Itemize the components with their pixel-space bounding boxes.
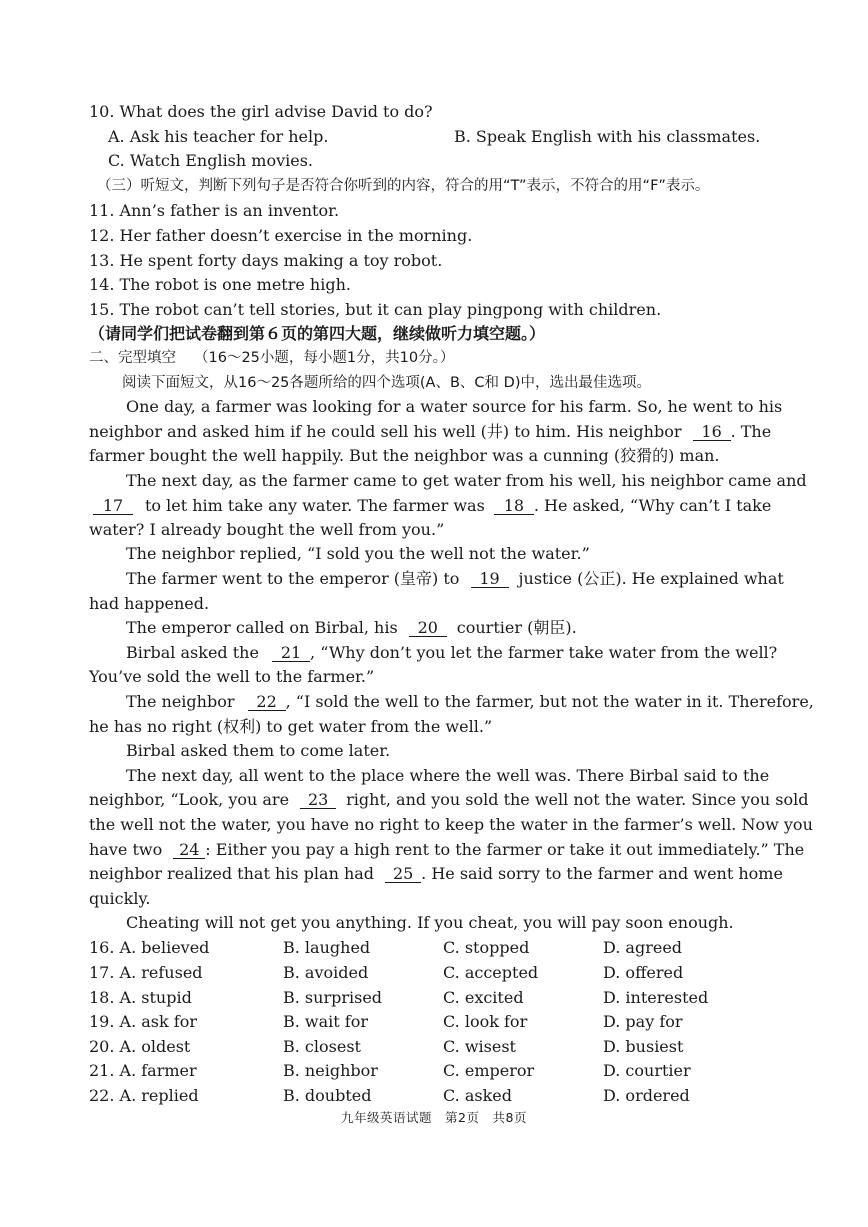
statement-14: 14. The robot is one metre high. (89, 275, 351, 294)
text-run: to let him take any water. The farmer was (145, 496, 485, 515)
passage-p9-line1: The next day, all went to the place where the well was. There Birbal said to the (126, 766, 770, 785)
statement-15: 15. The robot can’t tell stories, but it can play pingpong with children. (89, 300, 662, 319)
passage-p5 (126, 617, 577, 639)
text-run: , “Why don’t you let the farmer take water from the well? (310, 643, 778, 662)
cloze-heading (89, 347, 454, 369)
text-run: The neighbor (126, 692, 235, 711)
option-18-c: C. excited (443, 988, 524, 1007)
blank-21: 21 (272, 644, 310, 662)
q10-option-a: A. Ask his teacher for help. (108, 127, 329, 146)
turn-page-note: （请同学们把试卷翻到第６页的第四大题，继续做听力填空题。） (89, 324, 546, 343)
passage-p8: Birbal asked them to come later. (126, 741, 391, 760)
option-20-a: 20. A. oldest (89, 1037, 191, 1056)
option-18-a: 18. A. stupid (89, 988, 192, 1007)
text-run: courtier (朝臣). (456, 618, 577, 637)
text-run: The emperor called on Birbal, his (126, 618, 398, 637)
passage-p6-line1 (126, 642, 777, 664)
text-run: have two (89, 840, 163, 859)
passage-p6-line2: You’ve sold the well to the farmer.” (89, 667, 375, 686)
option-16-c: C. stopped (443, 938, 530, 957)
option-20-d: D. busiest (603, 1037, 684, 1056)
passage-p9-line6: quickly. (89, 889, 151, 908)
option-20-c: C. wisest (443, 1037, 516, 1056)
option-20-b: B. closest (283, 1037, 361, 1056)
passage-p4-line1 (126, 568, 784, 590)
cloze-heading-detail: （16～25小题，每小题1分，共10分。） (194, 350, 455, 366)
text-run: , “I sold the well to the farmer, but not the water in it. Therefore, (285, 692, 814, 711)
passage-p10: Cheating will not get you anything. If you cheat, you will pay soon enough. (126, 913, 734, 932)
option-16-b: B. laughed (283, 938, 371, 957)
text-run: justice (公正). He explained what (518, 569, 784, 588)
blank-25: 25 (385, 865, 421, 883)
passage-p2-line1: The next day, as the farmer came to get water from his well, his neighbor came and (126, 471, 807, 490)
blank-22: 22 (248, 693, 286, 711)
option-22-b: B. doubted (283, 1086, 372, 1105)
blank-19: 19 (471, 570, 509, 588)
option-17-b: B. avoided (283, 963, 369, 982)
question-10: 10. What does the girl advise David to do? (89, 102, 433, 121)
statement-11: 11. Ann’s father is an inventor. (89, 201, 340, 220)
passage-p7-line2: he has no right (权利) to get water from the well.” (89, 717, 493, 736)
option-18-d: D. interested (603, 988, 709, 1007)
text-run: . The (730, 422, 772, 441)
option-22-a: 22. A. replied (89, 1086, 199, 1105)
option-19-c: C. look for (443, 1012, 528, 1031)
text-run: . He said sorry to the farmer and went home (421, 864, 783, 883)
text-run: . He asked, “Why can’t I take (533, 496, 772, 515)
cloze-heading-title: 二、完型填空 (89, 350, 176, 366)
passage-p1-line3: farmer bought the well happily. But the neighbor was a cunning (狡猾的) man. (89, 446, 720, 465)
option-17-a: 17. A. refused (89, 963, 203, 982)
blank-20: 20 (409, 619, 447, 637)
option-18-b: B. surprised (283, 988, 383, 1007)
text-run: neighbor realized that his plan had (89, 864, 375, 883)
option-21-d: D. courtier (603, 1061, 691, 1080)
text-run: neighbor, “Look, you are (89, 790, 290, 809)
page-footer: 九年级英语试题 第2页 共8页 (341, 1110, 527, 1125)
text-run: neighbor and asked him if he could sell his well (井) to him. His neighbor (89, 422, 682, 441)
option-19-b: B. wait for (283, 1012, 368, 1031)
passage-p1-line2 (89, 421, 771, 443)
blank-18: 18 (494, 497, 534, 515)
passage-p7-line1 (126, 691, 814, 713)
cloze-instruction: 阅读下面短文，从16～25各题所给的四个选项(A、B、C和 D)中，选出最佳选项。 (122, 375, 651, 391)
option-16-d: D. agreed (603, 938, 683, 957)
blank-16: 16 (693, 423, 731, 441)
option-17-d: D. offered (603, 963, 684, 982)
option-22-d: D. ordered (603, 1086, 690, 1105)
option-19-a: 19. A. ask for (89, 1012, 197, 1031)
q10-option-b: B. Speak English with his classmates. (454, 127, 761, 146)
option-19-d: D. pay for (603, 1012, 683, 1031)
option-21-a: 21. A. farmer (89, 1061, 197, 1080)
option-16-a: 16. A. believed (89, 938, 210, 957)
passage-p4-line2: had happened. (89, 594, 210, 613)
q10-option-c: C. Watch English movies. (108, 151, 314, 170)
blank-23: 23 (300, 791, 336, 809)
passage-p9-line5 (89, 863, 783, 885)
statement-13: 13. He spent forty days making a toy robot. (89, 251, 443, 270)
passage-p1-line1: One day, a farmer was looking for a water source for his farm. So, he went to his (126, 397, 783, 416)
option-21-c: C. emperor (443, 1061, 535, 1080)
text-run: Birbal asked the (126, 643, 259, 662)
text-run: right, and you sold the well not the water. Since you sold (346, 790, 809, 809)
section3-instruction: （三）听短文，判断下列句子是否符合你听到的内容，符合的用“T”表示，不符合的用“F”表示。 (97, 178, 710, 194)
passage-p2-line3: water? I already bought the well from you.” (89, 520, 445, 539)
statement-12: 12. Her father doesn’t exercise in the morning. (89, 226, 473, 245)
option-21-b: B. neighbor (283, 1061, 378, 1080)
blank-17: 17 (93, 497, 133, 515)
option-17-c: C. accepted (443, 963, 539, 982)
passage-p3: The neighbor replied, “I sold you the well not the water.” (126, 544, 590, 563)
passage-p2-line2 (89, 495, 771, 517)
passage-p9-line3: the well not the water, you have no right to keep the water in the farmer’s well. Now you (89, 815, 813, 834)
text-run: The farmer went to the emperor (皇帝) to (126, 569, 460, 588)
option-22-c: C. asked (443, 1086, 512, 1105)
passage-p9-line4 (89, 839, 804, 861)
blank-24: 24 (173, 841, 205, 859)
text-run: : Either you pay a high rent to the farmer or take it out immediately.” The (205, 840, 805, 859)
passage-p9-line2 (89, 789, 808, 811)
